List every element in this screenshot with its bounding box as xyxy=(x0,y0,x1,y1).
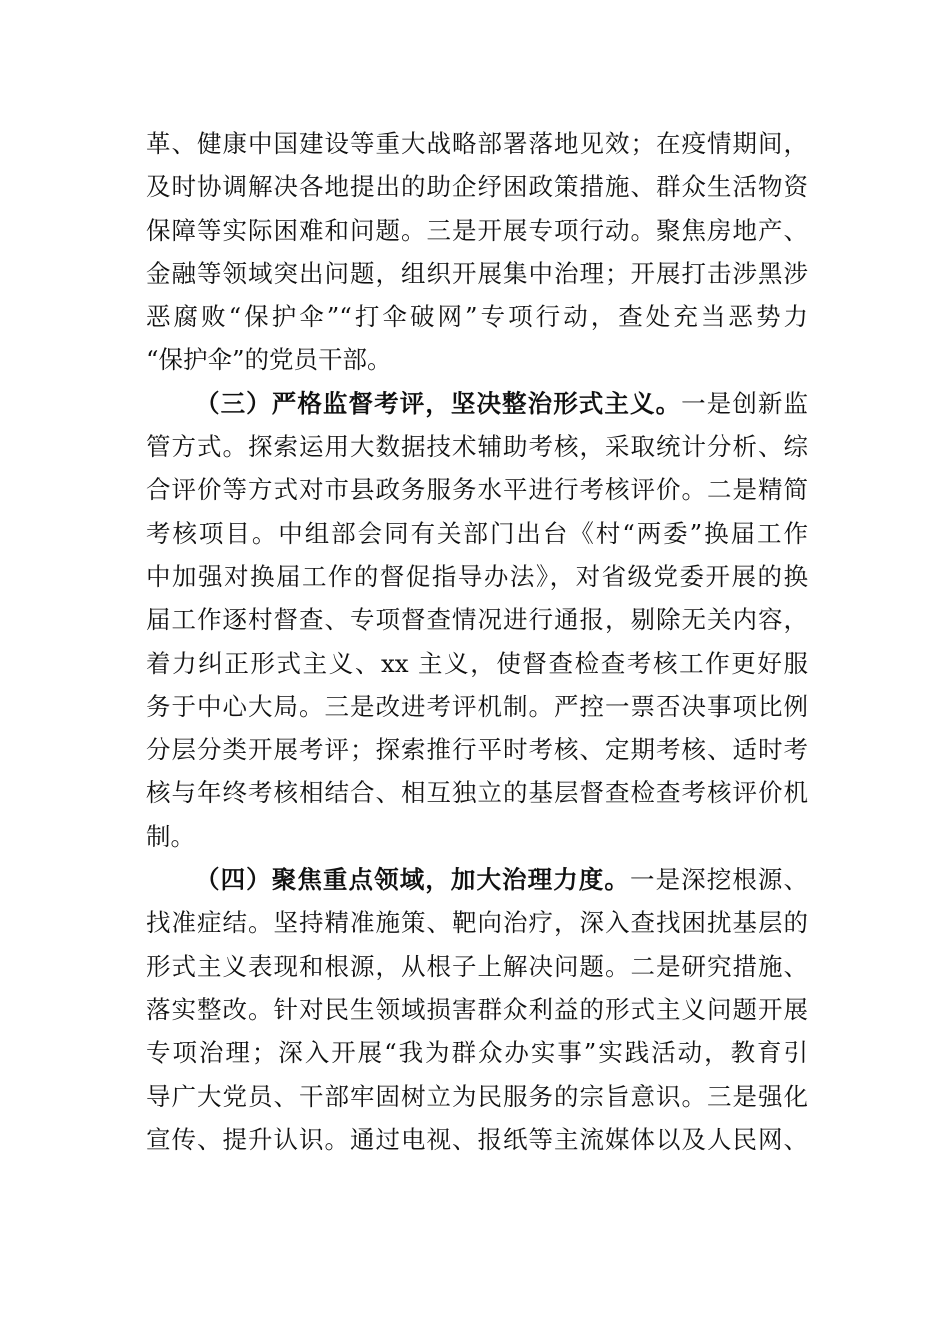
text-line: 宣传、提升认识。通过电视、报纸等主流媒体以及人民网、 xyxy=(146,1124,808,1154)
text-line: 合评价等方式对市县政务服务水平进行考核评价。二是精简 xyxy=(146,475,808,505)
text-line: 导广大党员、干部牢固树立为民服务的宗旨意识。三是强化 xyxy=(146,1081,808,1111)
section-heading-four: （四）聚焦重点领域，加大治理力度。 xyxy=(195,865,630,895)
text-line: 形式主义表现和根源，从根子上解决问题。二是研究措施、 xyxy=(146,951,808,981)
text-line: 制。 xyxy=(146,821,195,851)
text-run: 一是创新监 xyxy=(681,388,809,418)
paragraph-section-four xyxy=(146,858,808,1161)
text-line: 恶腐败“保护伞”“打伞破网”专项行动，查处充当恶势力 xyxy=(146,302,808,332)
paragraph-continuation xyxy=(146,122,808,382)
text-line: 务于中心大局。三是改进考评机制。严控一票否决事项比例 xyxy=(146,691,808,721)
body-text xyxy=(146,122,808,1161)
text-line: 核与年终考核相结合、相互独立的基层督查检查考核评价机 xyxy=(146,778,808,808)
text-line: 找准症结。坚持精准施策、靶向治疗，深入查找困扰基层的 xyxy=(146,908,808,938)
section-heading-three: （三）严格监督考评，坚决整治形式主义。 xyxy=(195,388,682,418)
text-line: 专项治理；深入开展“我为群众办实事”实践活动，教育引 xyxy=(146,1038,808,1068)
text-line: 分层分类开展考评；探索推行平时考核、定期考核、适时考 xyxy=(146,735,808,765)
text-line: 革、健康中国建设等重大战略部署落地见效；在疫情期间， xyxy=(146,129,808,158)
text-line: 及时协调解决各地提出的助企纾困政策措施、群众生活物资 xyxy=(146,172,808,202)
text-line: “保护伞”的党员干部。 xyxy=(146,345,392,375)
text-line: 中加强对换届工作的督促指导办法》，对省级党委开展的换 xyxy=(146,561,808,591)
text-line: 保障等实际困难和问题。三是开展专项行动。聚焦房地产、 xyxy=(146,215,808,245)
text-line: 管方式。探索运用大数据技术辅助考核，采取统计分析、综 xyxy=(146,432,808,462)
section-heading-line xyxy=(146,858,808,901)
section-heading-line xyxy=(146,382,808,425)
text-line: 考核项目。中组部会同有关部门出台《村“两委”换届工作 xyxy=(146,518,808,548)
paragraph-section-three xyxy=(146,382,808,858)
text-line: 着力纠正形式主义、xx 主义，使督查检查考核工作更好服 xyxy=(146,648,808,678)
text-line: 金融等领域突出问题，组织开展集中治理；开展打击涉黑涉 xyxy=(146,258,808,288)
text-line: 落实整改。针对民生领域损害群众利益的形式主义问题开展 xyxy=(146,994,808,1024)
text-run: 一是深挖根源、 xyxy=(629,865,809,895)
text-line: 届工作逐村督查、专项督查情况进行通报，剔除无关内容， xyxy=(146,605,808,635)
